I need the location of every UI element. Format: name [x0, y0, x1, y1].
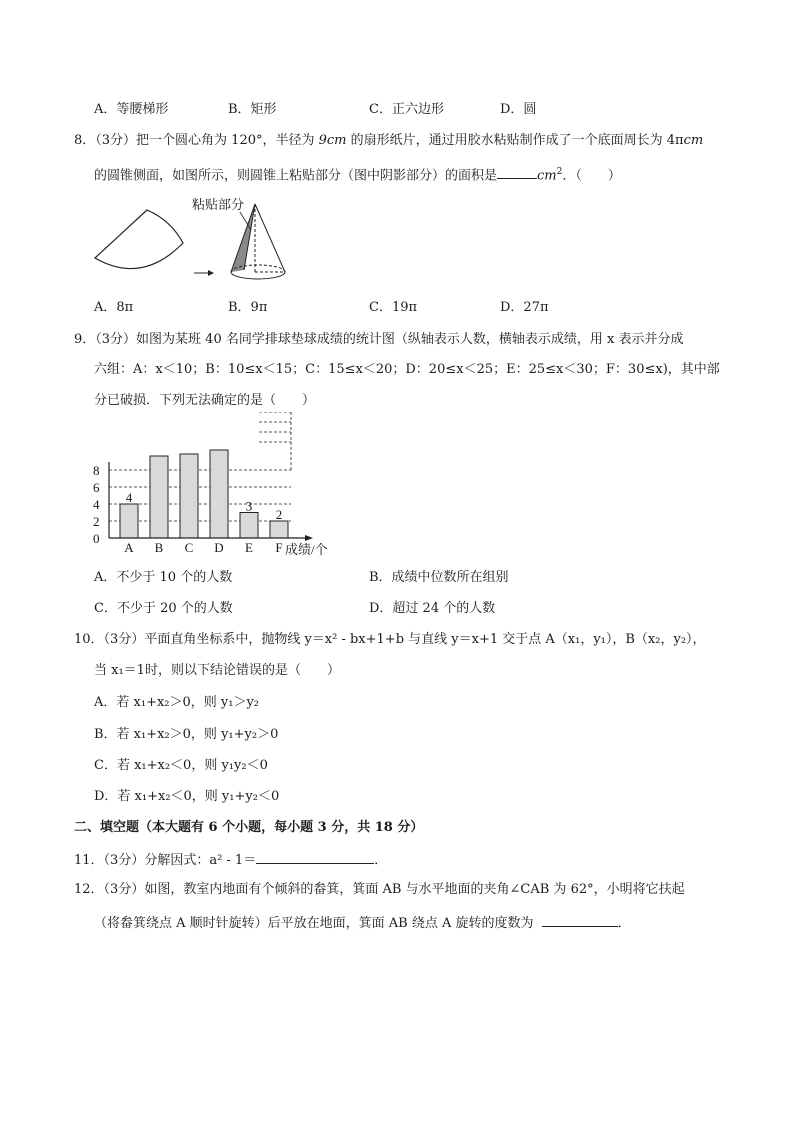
- q9-option-a: A．不少于 10 个的人数: [94, 570, 233, 585]
- q10-option-a: A．若 x₁+x₂＞0，则 y₁＞y₂: [94, 695, 260, 710]
- q11-answer-blank[interactable]: [256, 849, 374, 864]
- q8-line-2: 的圆锥侧面，如图所示，则圆锥上粘贴部分（图中阴影部分）的面积是 $cm^2$．（ ）: [94, 162, 621, 186]
- q8-line-1: [74, 131, 703, 151]
- q10-option-d: D．若 x₁+x₂＜0，则 y₁+y₂＜0: [94, 789, 280, 804]
- q7-option-a: A．等腰梯形: [94, 102, 169, 117]
- section-heading-fill-in: 二、填空题（本大题有 6 个小题，每小题 3 分，共 18 分）: [74, 820, 424, 835]
- q12-text: （将畚箕绕点 A 顺时针旋转）后平放在地面，箕面 AB 绕点 A 旋转的度数为: [94, 916, 534, 931]
- q12-answer-blank[interactable]: [542, 912, 618, 927]
- sector-shape: [95, 210, 183, 269]
- bar-E: [240, 513, 258, 539]
- y-tick-label: 8: [93, 463, 100, 478]
- q8-option-c: C．19π: [369, 300, 418, 315]
- cone-base-front: [231, 272, 285, 279]
- q9-option-b: B．成绩中位数所在组别: [369, 570, 509, 585]
- q8-radius: 9cm: [318, 133, 347, 148]
- q10-option-c: C．若 x₁+x₂＜0，则 y₁y₂＜0: [94, 758, 268, 773]
- arrow-head-icon: [208, 270, 214, 276]
- q9-option-d: D．超过 24 个的人数: [369, 601, 496, 616]
- y-tick-label: 0: [93, 531, 100, 546]
- q7-option-b: B．矩形: [228, 102, 277, 117]
- q10-line-1: 10．（3分）平面直角坐标系中，抛物线 y＝x² - bx+1+b 与直线 y＝x+1 交于点 A（x₁，y₁），B（x₂，y₂），: [74, 632, 706, 647]
- x-tick-label-A: A: [124, 540, 134, 555]
- q9-bar-chart: [85, 412, 365, 562]
- q12-end: ．: [617, 916, 631, 931]
- q7-option-c: C．正六边形: [369, 102, 444, 117]
- data-label-A: 4: [125, 490, 133, 505]
- q12-line-2: [94, 912, 631, 934]
- bar-A: [120, 504, 138, 538]
- y-tick-label: 2: [93, 514, 100, 529]
- q8-unit: cm: [683, 133, 704, 148]
- bar-B: [150, 456, 168, 538]
- q9-line-3: 分已破损．下列无法确定的是（ ）: [94, 393, 316, 408]
- y-tick-label: 4: [93, 497, 100, 512]
- q8-figure: [90, 190, 320, 300]
- q8-answer-blank[interactable]: [497, 164, 537, 179]
- data-label-F: 2: [275, 507, 283, 522]
- q11-text: 11．（3分）分解因式：a² - 1＝: [74, 853, 257, 868]
- bar-F: [270, 521, 288, 538]
- q8-text-d: ．（ ）: [562, 168, 621, 184]
- x-tick-label-F: F: [275, 540, 283, 555]
- x-tick-label-B: B: [154, 540, 164, 555]
- bar-D: [210, 450, 228, 538]
- q10-option-b: B．若 x₁+x₂＞0，则 y₁+y₂＞0: [94, 727, 279, 742]
- q8-option-b: B．9π: [228, 300, 268, 315]
- q8-text-a: 8．（3分）把一个圆心角为 120°，半径为: [74, 133, 319, 148]
- q8-text-b: 的扇形纸片，通过用胶水粘贴制作成了一个底面周长为 4π: [346, 133, 684, 148]
- q12-line-1: 12．（3分）如图，教室内地面有个倾斜的畚箕，箕面 AB 与水平地面的夹角∠CAB 为 62°，小明将它扶起: [74, 882, 685, 897]
- q9-line-2: 六组：A：x＜10；B：10≤x＜15；C：15≤x＜20；D：20≤x＜25；E：25≤x＜30；F：30≤x)，其中部: [94, 362, 720, 377]
- glued-part-label: 粘贴部分: [192, 197, 245, 212]
- bar-C: [180, 454, 198, 538]
- q10-line-2: 当 x₁＝1时，则以下结论错误的是（ ）: [94, 663, 340, 678]
- data-label-E: 3: [245, 498, 253, 514]
- q9-line-1: 9．（3分）如图为某班 40 名同学排球垫球成绩的统计图（纵轴表示人数，横轴表示成绩，用 x 表示并分成: [74, 332, 684, 347]
- x-tick-label-C: C: [184, 540, 194, 555]
- x-tick-label-D: D: [214, 540, 224, 555]
- x-axis-label: 成绩/个: [285, 542, 328, 557]
- x-axis-arrow-icon: [305, 535, 313, 541]
- q9-option-c: C．不少于 20 个的人数: [94, 601, 233, 616]
- x-tick-label-E: E: [245, 540, 253, 555]
- y-tick-label: 6: [93, 480, 100, 495]
- q8-text-c: 的圆锥侧面，如图所示，则圆锥上粘贴部分（图中阴影部分）的面积是: [94, 168, 498, 184]
- q8-option-a: A．8π: [94, 300, 134, 315]
- q8-option-d: D．27π: [500, 300, 549, 315]
- cone-right-edge: [255, 204, 285, 272]
- q8-unit-2: cm: [537, 168, 557, 184]
- q11-line: [74, 849, 387, 871]
- q7-option-d: D．圆: [500, 102, 537, 117]
- q11-end: ．: [374, 853, 388, 868]
